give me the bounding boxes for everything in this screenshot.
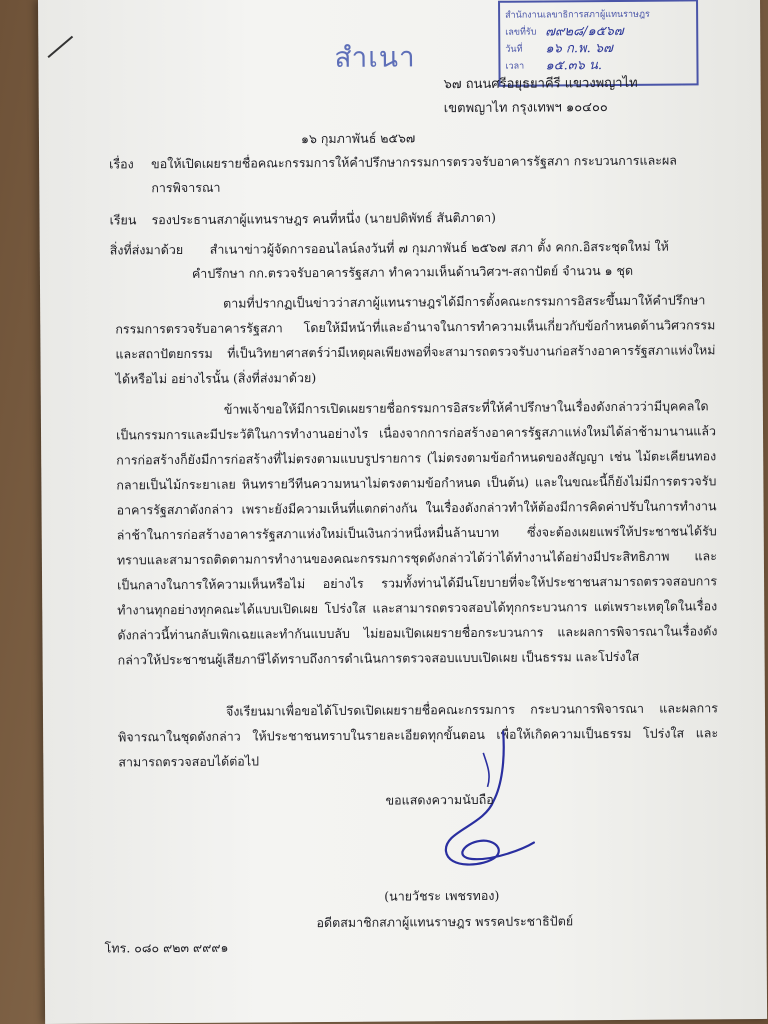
enclosure-line2: คำปรึกษา กก.ตรวจรับอาคารรัฐสภา ทำความเห็นด้านวิศวฯ-สถาปัตย์ จำนวน ๑ ชุด <box>191 262 634 281</box>
phone-number: โทร. ๐๘๐ ๙๒๓ ๙๙๙๑ <box>104 939 229 956</box>
closing: ขอแสดงความนับถือ <box>385 791 494 808</box>
receipt-time-value: ๑๕.๓๖ น. <box>545 58 603 74</box>
signer-name: (นายวัชระ เพชรทอง) <box>384 887 500 904</box>
receipt-time-label: เวลา <box>505 61 525 72</box>
paragraph-1: ตามที่ปรากฏเป็นข่าวว่าสภาผู้แทนราษฎรได้มีการตั้งคณะกรรมการอิสระขึ้นมาให้คำปรึกษากรรมการตรวจรับอาคารรัฐสภา โดยให้มีหน้าที่และอำนาจในการทำความเห็นเกี่ยวกับข้อกำหนดด้านวิศวกรรมและสถาปัตยกรรม ที่เป็นวิทยาศาสตร์ว่ามีเหตุผลเพียงพอที่จะสามารถตรวจรับงานก่อสร้างอาคารรัฐสภาแห่งใหม่ได้หรือไม่ อย่างไรนั้น (สิ่งที่ส่งมาด้วย) <box>115 292 716 387</box>
paragraph-3: จึงเรียนมาเพื่อขอได้โปรดเปิดเผยรายชื่อคณะกรรมการ กระบวนการพิจารณา และผลการพิจารณาในชุดดังกล่าว ให้ประชาชนทราบในรายละเอียดทุกขั้นตอน เพื่อให้เกิดความเป็นธรรม โปร่งใส และสามารถตรวจสอบได้ต่อไป <box>118 700 719 770</box>
receipt-number-value: ๗๙๒๘/๑๕๖๗ <box>545 23 624 40</box>
sender-address-line2: เขตพญาไท กรุงเทพฯ ๑๐๔๐๐ <box>443 100 608 117</box>
receipt-office: สำนักงานเลขาธิการสภาผู้แทนราษฎร <box>505 9 650 21</box>
subject-line2: การพิจารณา <box>151 179 221 196</box>
enclosure-line1: สำเนาข่าวผู้จัดการออนไลน์ลงวันที่ ๗ กุมภาพันธ์ ๒๕๖๗ สภา ตั้ง คกก.อิสระชุดใหม่ ให้ <box>209 238 669 257</box>
receipt-date-value: ๑๖ ก.พ. ๖๗ <box>545 40 613 57</box>
copy-stamp: สำเนา <box>334 40 416 74</box>
sender-address-line1: ๖๗ ถนนศรีอยุธยาคีรี แขวงพญาไท <box>443 75 638 93</box>
letter-page <box>38 0 767 1024</box>
receipt-date-label: วันที่ <box>505 44 523 55</box>
subject-line1: ขอให้เปิดเผยรายชื่อคณะกรรมการให้คำปรึกษากรรมการตรวจรับอาคารรัฐสภา กระบวนการและผล <box>151 152 677 172</box>
pen-mark <box>47 36 73 58</box>
enclosure-label: สิ่งที่ส่งมาด้วย <box>109 241 184 258</box>
paragraph-2: ข้าพเจ้าขอให้มีการเปิดเผยรายชื่อกรรมการอิสระที่ให้คำปรึกษาในเรื่องดังกล่าวว่ามีบุคคลใดเป็นกรรมการและมีประวัติในการทำงานอย่างไร เนื่องจากการก่อสร้างอาคารรัฐสภาแห่งใหม่ได้ล่าช้ามานานแล้ว การก่อสร้างก็ยังมีการก่อสร้างที่ไม่ตรงตามแบบรูปรายการ (ไม่ตรงตามข้อกำหนดของสัญญา เช่น ไม้ตะเคียนทองกลายเป็นไม้กระยาเลย หินทรายวีทีนความหนาไม่ตรงตามข้อกำหนด เป็นต้น) และในขณะนี้ก็ยังไม่มีการตรวจรับอาคารรัฐสภาดังกล่าว เพราะยังมีความเห็นที่แตกต่างกัน ในเรื่องดังกล่าวทำให้ต้องมีการคิดค่าปรับในการทำงานล่าช้าในการก่อสร้างอาคารรัฐสภาแห่งใหม่เป็นเงินกว่าหนึ่งหมื่นล้านบาท ซึ่งจะต้องเผยแพร่ให้ประชาชนได้รับทราบและสามารถติดตามการทำงานของคณะกรรมการชุดดังกล่าวได้ว่าได้ทำงานได้อย่างมีประสิทธิภาพ และเป็นกลางในการให้ความเห็นหรือไม่ อย่างไร รวมทั้งท่านได้มีนโยบายที่จะให้ประชาชนสามารถตรวจสอบการทำงานทุกอย่างทุกคณะได้แบบเปิดเผย โปร่งใส และสามารถตรวจสอบได้ทุกกระบวนการ แต่เพราะเหตุใดในเรื่องดังกล่าวนี้ท่านกลับเพิกเฉยและทำกันแบบลับ ไม่ยอมเปิดเผยรายชื่อกระบวนการ และผลการพิจารณาในเรื่องดังกล่าวให้ประชาชนผู้เสียภาษีได้ทราบถึงการดำเนินการตรวจสอบแบบเปิดเผย เป็นธรรม และโปร่งใส <box>115 398 718 668</box>
receipt-number-label: เลขที่รับ <box>505 27 537 38</box>
signer-title: อดีตสมาชิกสภาผู้แทนราษฎร พรรคประชาธิปัตย์ <box>316 913 574 931</box>
to-label: เรียน <box>109 212 137 228</box>
to-text: รองประธานสภาผู้แทนราษฎร คนที่หนึ่ง (นายปดิพัทธ์ สันติภาดา) <box>151 209 497 228</box>
letter-date: ๑๖ กุมภาพันธ์ ๒๕๖๗ <box>300 130 416 147</box>
subject-label: เรื่อง <box>109 156 134 172</box>
